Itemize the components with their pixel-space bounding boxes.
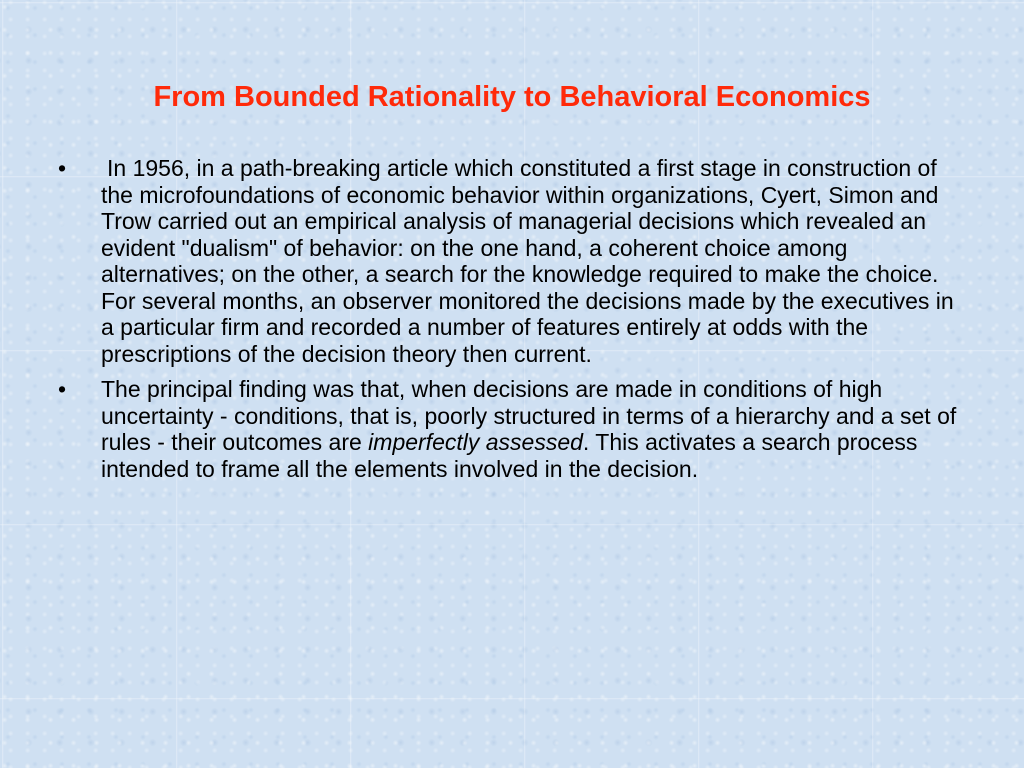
bullet-item-2 (58, 376, 968, 482)
bullet-list (58, 155, 968, 491)
bullet-item-1 (58, 155, 968, 367)
bullet-text-2-start: The principal finding was that, when decisions are made in conditions of high uncertainty - conditions, that is, poorly structured in terms of a hierarchy and a set of rules - their outcomes are (101, 376, 957, 455)
bullet-icon: • (58, 376, 67, 402)
bullet-text-1: In 1956, in a path-breaking article which constituted a first stage in construction of the microfoundations of economic behavior within organizations, Cyert, Simon and Trow carried out an empirical analysis of managerial decisions which revealed an evident "dualism" of behavior: on the one hand, a coherent choice among alternatives; on the other, a search for the knowledge required to make the choice. For several months, an observer monitored the decisions made by the executives in a particular firm and recorded a number of features entirely at odds with the prescriptions of the decision theory then current. (101, 155, 954, 367)
slide-title: From Bounded Rationality to Behavioral Economics (153, 81, 871, 114)
emphasized-phrase: imperfectly assessed (368, 429, 583, 455)
bullet-icon: • (58, 155, 67, 181)
bullet-text-2-end: . This activates a search process intended to frame all the elements involved in the decision. (101, 429, 918, 482)
